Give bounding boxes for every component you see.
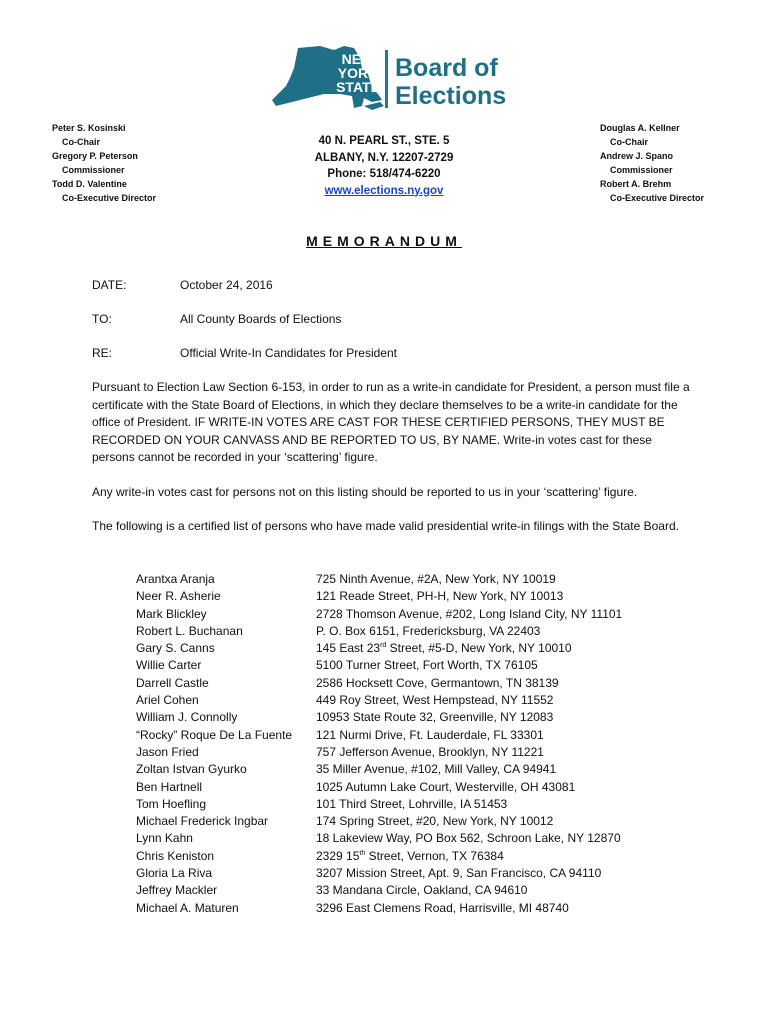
address-city: ALBANY, N.Y. 12207-2729 <box>314 151 454 164</box>
logo-divider <box>385 50 388 108</box>
candidate-name: Mark Blickley <box>136 606 207 621</box>
list-item <box>136 571 622 588</box>
candidate-address: P. O. Box 6151, Fredericksburg, VA 22403 <box>316 623 541 638</box>
ordinal-suffix: th <box>359 849 366 857</box>
agency-line-1: Board of <box>395 54 498 82</box>
candidate-name: Jason Fried <box>136 744 199 759</box>
candidate-address: 3207 Mission Street, Apt. 9, San Francisco, CA 94110 <box>316 866 602 881</box>
candidate-name: “Rocky” Roque De La Fuente <box>136 727 293 742</box>
list-item <box>136 640 622 657</box>
candidate-name: Robert L. Buchanan <box>136 623 243 638</box>
candidate-address <box>316 848 504 865</box>
paragraph-3: The following is a certified list of persons who have made valid presidential write-in filings with the State Board. <box>92 519 679 533</box>
official-role: Commissioner <box>62 165 125 175</box>
candidate-address: 18 Lakeview Way, PO Box 562, Schroon Lake, NY 12870 <box>316 831 621 846</box>
candidate-name: Ben Hartnell <box>136 779 203 794</box>
list-item <box>136 657 622 674</box>
candidate-name: Jeffrey Mackler <box>136 883 218 898</box>
candidate-address: 3296 East Clemens Road, Harrisville, MI 48740 <box>316 900 569 915</box>
candidate-address: 174 Spring Street, #20, New York, NY 10012 <box>316 814 554 829</box>
to-row <box>92 311 341 327</box>
address-part: 2329 15 <box>316 848 360 863</box>
list-item <box>136 848 622 865</box>
list-item <box>136 796 622 813</box>
candidate-address: 121 Nurmi Drive, Ft. Lauderdale, FL 33301 <box>316 727 544 742</box>
paragraph-1: Pursuant to Election Law Section 6-153, in order to run as a write-in candidate for President, a person must file a certificate with the State Board of Elections, in which they declare themselves to be a write-in candidate for the office of President. IF WRITE-IN VOTES ARE CAST FOR THESE CERTIFIED PERSONS, THEY MUST BE RECORDED ON YOUR CANVASS AND BE REPORTED TO US, BY NAME. Write-in votes cast for these persons cannot be recorded in your ‘scattering’ figure. <box>92 380 690 464</box>
list-item <box>136 761 622 778</box>
official-name: Andrew J. Spano <box>600 151 674 161</box>
re-label: RE: <box>92 346 113 360</box>
nysboe-logo <box>268 44 508 114</box>
agency-line-2: Elections <box>395 82 507 110</box>
candidate-name: Lynn Kahn <box>136 831 193 846</box>
candidate-name: Neer R. Asherie <box>136 589 221 604</box>
candidate-name: Gary S. Canns <box>136 641 215 656</box>
list-item <box>136 900 622 917</box>
official-name: Gregory P. Peterson <box>52 151 138 161</box>
list-item <box>136 727 622 744</box>
list-item <box>136 882 622 899</box>
candidate-name: Darrell Castle <box>136 675 209 690</box>
to-label: TO: <box>92 312 112 326</box>
candidate-name: Ariel Cohen <box>136 693 199 708</box>
official-name: Todd D. Valentine <box>52 179 127 189</box>
official-role: Co-Executive Director <box>62 193 157 203</box>
candidate-address: 121 Reade Street, PH-H, New York, NY 10013 <box>316 589 564 604</box>
official-role: Co-Chair <box>62 137 100 147</box>
candidate-name: Gloria La Riva <box>136 866 213 881</box>
agency-wordmark <box>395 54 506 110</box>
candidate-address: 35 Miller Avenue, #102, Mill Valley, CA 94941 <box>316 762 557 777</box>
list-item <box>136 692 622 709</box>
candidate-address: 2728 Thomson Avenue, #202, Long Island City, NY 11101 <box>316 606 623 621</box>
official-name: Douglas A. Kellner <box>600 123 680 133</box>
candidate-address <box>316 640 572 657</box>
candidate-address: 1025 Autumn Lake Court, Westerville, OH 43081 <box>316 779 576 794</box>
candidate-address: 33 Mandana Circle, Oakland, CA 94610 <box>316 883 528 898</box>
official-role: Commissioner <box>610 165 673 175</box>
candidate-name: Michael A. Maturen <box>136 900 239 915</box>
official-role: Co-Executive Director <box>610 193 705 203</box>
list-item <box>136 779 622 796</box>
date-row <box>92 277 273 293</box>
candidate-name: Chris Keniston <box>136 848 215 863</box>
candidate-name: Arantxa Aranja <box>136 572 215 586</box>
official-name: Robert A. Brehm <box>600 179 672 189</box>
official-name: Peter S. Kosinski <box>52 123 126 133</box>
list-item <box>136 623 622 640</box>
candidate-address: 10953 State Route 32, Greenville, NY 12083 <box>316 710 554 725</box>
date-label: DATE: <box>92 278 127 292</box>
candidate-name: Tom Hoefling <box>136 796 207 811</box>
nys-line-2: YORK <box>337 65 379 81</box>
nys-wordmark <box>326 52 390 94</box>
memo-title: MEMORANDUM <box>306 233 462 249</box>
list-item <box>136 588 622 605</box>
address-part: Street, Vernon, TX 76384 <box>365 848 504 863</box>
list-item <box>136 865 622 882</box>
candidate-address: 2586 Hocksett Cove, Germantown, TN 38139 <box>316 675 559 690</box>
list-item <box>136 813 622 830</box>
office-address <box>0 133 768 199</box>
date-value: October 24, 2016 <box>180 278 273 292</box>
address-part: 145 East 23 <box>316 641 381 656</box>
candidate-name: Willie Carter <box>136 658 202 673</box>
website-link[interactable]: www.elections.ny.gov <box>324 184 444 197</box>
list-item <box>136 744 622 761</box>
list-item <box>136 830 622 847</box>
list-item <box>136 675 622 692</box>
nys-line-1: NEW <box>341 51 375 67</box>
paragraph-2: Any write-in votes cast for persons not on this listing should be reported to us in your ‘scattering’ figure. <box>92 485 638 499</box>
nys-line-3: STATE <box>336 79 380 95</box>
candidate-name: Zoltan Istvan Gyurko <box>136 762 247 777</box>
list-item <box>136 606 622 623</box>
candidate-address: 5100 Turner Street, Fort Worth, TX 76105 <box>316 658 538 673</box>
candidate-address: 757 Jefferson Avenue, Brooklyn, NY 11221 <box>316 744 544 759</box>
address-street: 40 N. PEARL ST., STE. 5 <box>318 135 450 147</box>
address-phone: Phone: 518/474-6220 <box>327 168 441 180</box>
list-item <box>136 709 622 726</box>
candidate-list <box>136 571 622 917</box>
re-value: Official Write-In Candidates for President <box>180 346 397 360</box>
candidate-name: William J. Connolly <box>136 710 238 725</box>
re-row <box>92 345 397 361</box>
candidate-address: 101 Third Street, Lohrville, IA 51453 <box>316 796 508 811</box>
ordinal-suffix: rd <box>380 642 387 650</box>
to-value: All County Boards of Elections <box>180 312 342 326</box>
address-part: Street, #5-D, New York, NY 10010 <box>386 641 572 656</box>
candidate-name: Michael Frederick Ingbar <box>136 814 269 829</box>
candidate-address: 725 Ninth Avenue, #2A, New York, NY 10019 <box>316 572 556 586</box>
official-role: Co-Chair <box>610 137 648 147</box>
candidate-address: 449 Roy Street, West Hempstead, NY 11552 <box>316 693 554 708</box>
